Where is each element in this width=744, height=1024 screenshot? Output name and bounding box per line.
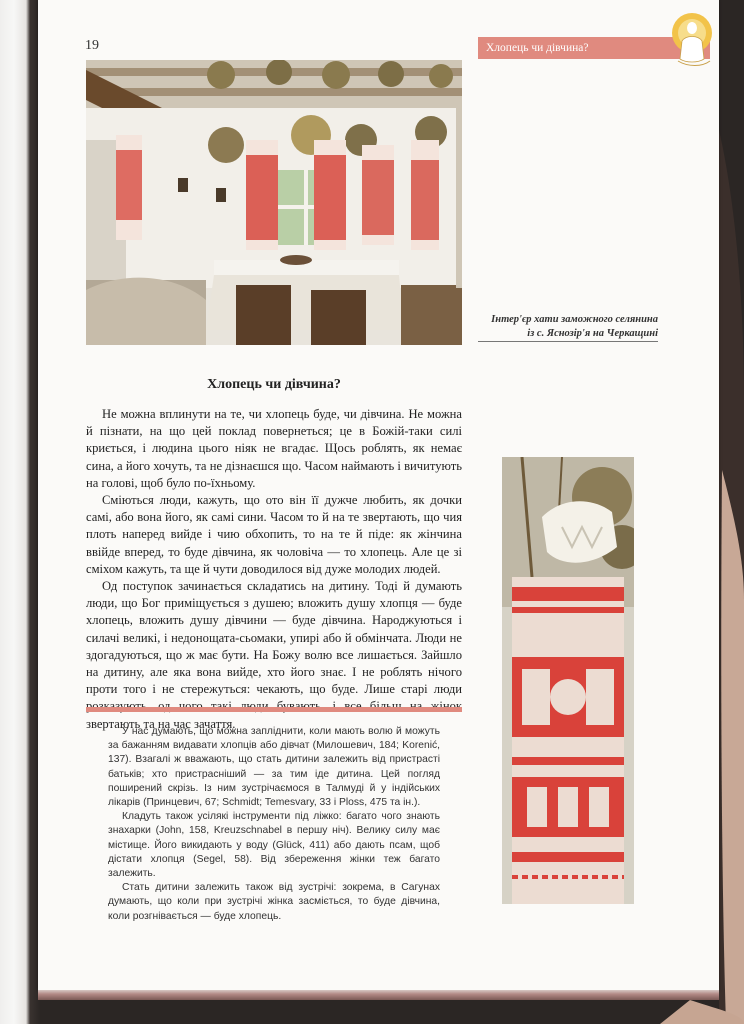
body-text	[86, 406, 462, 733]
photo-caption	[478, 313, 658, 341]
note-paragraph: У нас думають, що можна запліднити, коли мають волю й можуть за бажанням видавати хлопців або дівчат (Милошевич, 184; Korenić, 137). Взагалі ж вважають, що стать дитини залежить від пристрасті батьків; хто пристрасніший — за тим іде дитина. Цей погляд поширений скрізь. Із ним зустрічаємося в Талмуді й у індійських лікарів (Принцевич, 67; Schmidt; Temesvary, 33 і Ploss, 475 та ін.).	[108, 726, 440, 809]
body-paragraph: Не можна вплинути на те, чи хлопець буде, чи дівчина. Не можна й пізнати, на що цей поклад повернеться; це в Божій-таки силі криється, і людина цього ніяк не вгадає. Щось роблять, як немає сина, а його хочуть, та не дізнаєшся що. Часом наймають і вичитують на голові, щоб було по-їхньому.	[86, 407, 462, 490]
note-paragraph: Кладуть також усілякі інструменти під ліжко: багато чого знають знахарки (John, 158, Kreuzschnabel в першу ніч). Велику силу має містище. Його викидають у воду (Glück, 411) або дають псам, щоб дістати хлопця (Segel, 58). Від збереження жінки теж багато залежить.	[108, 811, 440, 880]
interior-photo	[86, 60, 462, 345]
photo-caption-line-2: із с. Яснозір'я на Черкащині	[527, 328, 658, 339]
rushnyk-photo	[502, 457, 634, 904]
page-edge	[38, 990, 719, 1000]
chapter-logo-icon	[668, 11, 716, 71]
page-number: 19	[85, 38, 99, 53]
body-paragraph: Од поступок зачинається складатись на дитину. Тоді й думають люди, що Бог приміщується з душею; вложить душу хлопця — буде хлопець, вложить душу дівчини — буде дівчина. Народжуються і силачі великі, і недонощата-сьомаки, упирі або й обмінчата. Люди не здогадуються, що ж має бути. На Божу волю все лишається. Зайшло на дитину, але яка вона вийде, хто його знає. І не роблять нічого проти того і не стережуться: чекають, що буде. Лише старі люди звертають та на час зачаття.	[86, 579, 462, 731]
photo-caption-line-1: Інтер'єр хати заможного селянина	[491, 314, 658, 325]
note-paragraph: Стать дитини залежить також від зустрічі: зокрема, в Сагунах думають, що коли при зустрічі жінка засміється, то буде дівчина, коли розгнівається — буде хлопець.	[108, 882, 440, 922]
caption-rule	[478, 341, 658, 342]
notes-text	[108, 725, 440, 924]
section-title: Хлопець чи дівчина?	[207, 377, 341, 392]
body-paragraph: Сміються люди, кажуть, що ото він її дужче любить, як дочки самі, або вона його, як самі сини. Часом то й на те звертають, що чия плоть наперед вийде і чию обхопить, то на те й піде: як жінчина ввійде вперед, то буде дівчина, як чоловіча — то хлопець. Але це зі сміхом кажуть, та ще й чути доводилося від дуже молодих людей.	[86, 493, 462, 576]
section-divider	[86, 707, 462, 712]
running-head: Хлопець чи дівчина?	[478, 37, 710, 59]
